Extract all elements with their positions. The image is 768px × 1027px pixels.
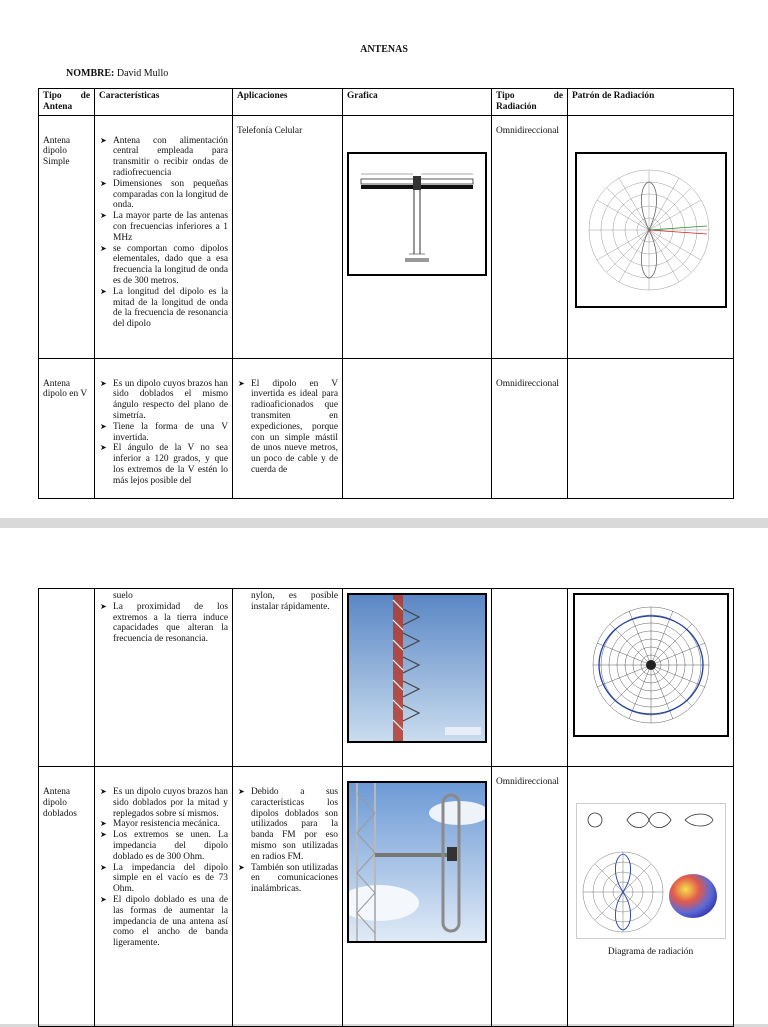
cell-patron — [568, 767, 734, 1027]
document-title: ANTENAS — [360, 44, 408, 55]
list-item: ➤ Antena con alimentación central empleada para transmitir o recibir ondas de radiofrecuencia — [113, 136, 228, 179]
table-row — [39, 589, 734, 767]
folded-dipole-photo — [347, 781, 487, 943]
cell-tipo: Antena dipolo Simple — [39, 115, 95, 358]
cell-caracteristicas — [95, 589, 233, 767]
cell-grafica — [343, 358, 492, 498]
tower-photo-drawing — [349, 595, 485, 741]
antenna-table-continued — [38, 588, 734, 1027]
continued-text: suelo — [113, 591, 133, 601]
polar-pattern-drawing — [577, 154, 725, 306]
name-value: David Mullo — [116, 68, 169, 79]
header-tipo-radiacion: Tipo de Radiación — [492, 89, 568, 116]
radiation-diagram-image — [576, 803, 726, 939]
tower-antenna-photo — [347, 593, 487, 743]
folded-radiation-drawing — [577, 804, 725, 938]
page-gap — [0, 518, 768, 528]
list-item: ➤ La longitud del dipolo es la mitad de la longitud de onda de la frecuencia de resonancia del dipolo — [113, 287, 228, 330]
list-item: ➤ Los extremos se unen. La impedancia del dipolo doblado es de 300 Ohm. — [113, 830, 228, 862]
header-grafica: Grafica — [343, 89, 492, 116]
polar-grid-pattern-image — [573, 593, 729, 737]
header-aplicaciones: Aplicaciones — [233, 89, 343, 116]
cell-patron — [568, 115, 734, 358]
folded-dipole-drawing — [349, 783, 485, 941]
diagram-caption: Diagrama de radiación — [607, 947, 694, 957]
table-header-row — [39, 89, 734, 116]
document-page-2 — [0, 528, 768, 1024]
list-item: ➤ Debido a sus características los dipolos doblados son utilizados para la banda FM por eso mismo son utilizadas en radios FM. — [251, 787, 338, 863]
cell-tipo — [39, 589, 95, 767]
header-tipo-antena: Tipo de Antena — [39, 89, 95, 116]
dipole-drawing — [349, 154, 485, 274]
list-item: ➤ Es un dipolo cuyos brazos han sido doblados el mismo ángulo respecto del plano de simetría. — [113, 379, 228, 422]
list-item: ➤ También son utilizadas en comunicaciones inalámbricas. — [251, 863, 338, 895]
cell-aplicaciones: Telefonía Celular — [233, 115, 343, 358]
list-item: ➤ se comportan como dipolos elementales, dado que a esa frecuencia la longitud de onda es de 300 metros. — [113, 244, 228, 287]
table-row — [39, 767, 734, 1027]
header-patron: Patrón de Radiación — [568, 89, 734, 116]
list-item: ➤ La mayor parte de las antenas con frecuencias inferiores a 1 MHz — [113, 211, 228, 243]
dipole-diagram-image — [347, 152, 487, 276]
list-item: ➤ Tiene la forma de una V invertida. — [113, 422, 228, 444]
cell-aplicaciones — [233, 358, 343, 498]
antenna-table — [38, 88, 734, 499]
header-caracteristicas: Características — [95, 89, 233, 116]
cell-caracteristicas — [95, 767, 233, 1027]
list-item: ➤ Mayor resistencia mecánica. — [113, 819, 228, 830]
author-line — [66, 68, 168, 79]
cell-grafica — [343, 115, 492, 358]
list-item: ➤ El dipolo doblado es una de las formas de aumentar la impedancia de una antena así como el ancho de banda ligeramente. — [113, 895, 228, 949]
list-item: ➤ Es un dipolo cuyos brazos han sido doblados por la mitad y replegados sobre sí mismos. — [113, 787, 228, 819]
list-item: ➤ El dipolo en V invertida es ideal para radioaficionados que transmiten en expediciones, porque con un simple mástil de unos nueve metros, un poco de cable y de cuerda de — [251, 379, 338, 476]
name-label: NOMBRE: — [66, 68, 115, 79]
list-item: ➤ La proximidad de los extremos a la tierra induce capacidades que alteran la frecuencia de resonancia. — [113, 602, 228, 645]
cell-patron — [568, 358, 734, 498]
table-row — [39, 358, 734, 498]
cell-radiacion: Omnidireccional — [492, 115, 568, 358]
cell-radiacion — [492, 589, 568, 767]
cell-grafica — [343, 589, 492, 767]
radiation-pattern-image — [575, 152, 727, 308]
continued-text: nylon, es posible instalar rápidamente. — [251, 591, 338, 612]
polar-grid-drawing — [575, 595, 727, 735]
table-row — [39, 115, 734, 358]
cell-caracteristicas — [95, 115, 233, 358]
cell-radiacion: Omnidireccional — [492, 767, 568, 1027]
cell-radiacion: Omnidireccional — [492, 358, 568, 498]
list-item: ➤ El ángulo de la V no sea inferior a 120 grados, y que los extremos de la V estén lo más lejos posible del — [113, 443, 228, 486]
cell-caracteristicas — [95, 358, 233, 498]
cell-tipo: Antena dipolo en V — [39, 358, 95, 498]
cell-grafica — [343, 767, 492, 1027]
list-item: ➤ Dimensiones son pequeñas comparadas con la longitud de onda. — [113, 179, 228, 211]
cell-tipo: Antena dipolo doblados — [39, 767, 95, 1027]
cell-aplicaciones — [233, 767, 343, 1027]
cell-aplicaciones — [233, 589, 343, 767]
list-item: ➤ La impedancia del dipolo simple en el vacío es de 73 Ohm. — [113, 863, 228, 895]
cell-patron — [568, 589, 734, 767]
